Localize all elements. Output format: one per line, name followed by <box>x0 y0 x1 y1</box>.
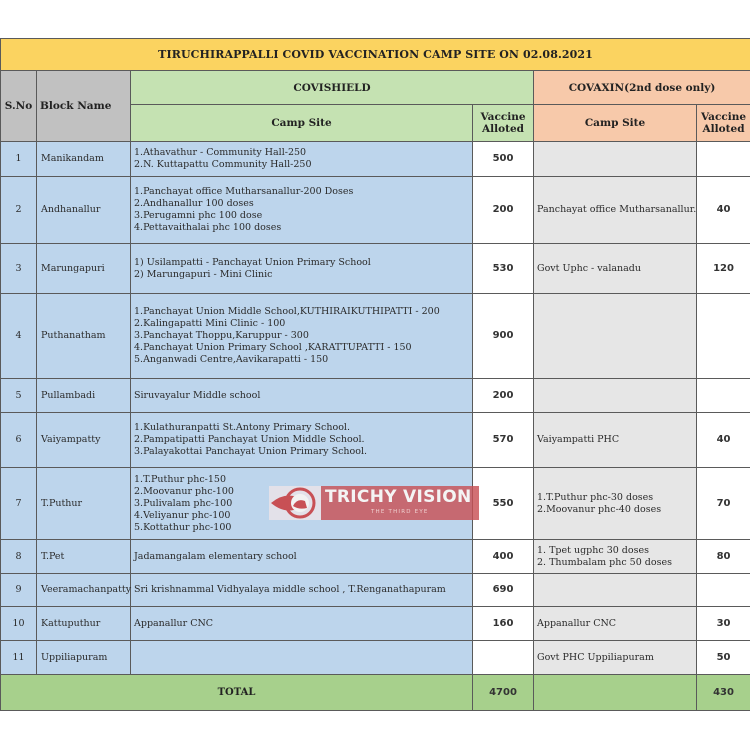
covishield-site-line: 1.Panchayat office Mutharsanallur-200 Doses <box>134 186 354 197</box>
table-row <box>1 142 750 177</box>
covaxin-vaccine-alloted: 120 <box>697 244 750 294</box>
covaxin-vaccine-alloted: 70 <box>697 468 750 540</box>
row-sno: 1 <box>1 142 37 177</box>
covishield-vaccine-alloted: 530 <box>473 244 534 294</box>
table-row <box>1 641 750 675</box>
covaxin-camp-sites <box>534 294 697 379</box>
row-block-name: Veeramachanpatty <box>37 574 131 607</box>
header-vaccine-label: Vaccine <box>480 111 526 123</box>
total-covishield: 4700 <box>473 675 534 711</box>
watermark-name: TRICHY VISION <box>325 487 472 507</box>
vaccination-camp-table <box>0 38 750 711</box>
eye-logo-icon <box>269 486 321 520</box>
covaxin-vaccine-alloted: 40 <box>697 177 750 244</box>
covishield-site-line: 3.Perugamni phc 100 dose <box>134 210 263 221</box>
covishield-camp-sites <box>131 379 473 413</box>
row-sno: 9 <box>1 574 37 607</box>
covaxin-site-line: Govt Uphc - valanadu <box>537 262 642 274</box>
covishield-camp-sites <box>131 294 473 379</box>
table-row <box>1 607 750 641</box>
header-block-name: Block Name <box>37 71 131 142</box>
covishield-vaccine-alloted: 200 <box>473 379 534 413</box>
table-row <box>1 413 750 468</box>
covaxin-camp-sites <box>534 177 697 244</box>
row-sno: 5 <box>1 379 37 413</box>
row-block-name: T.Puthur <box>37 468 131 540</box>
covaxin-camp-sites <box>534 574 697 607</box>
covishield-site-line: 1.Athavathur - Community Hall-250 <box>134 147 307 158</box>
covaxin-site-line: Vaiyampatti PHC <box>537 434 620 445</box>
covaxin-camp-sites <box>534 540 697 574</box>
covishield-site-line: 1.Panchayat Union Middle School,KUTHIRAIKUTHIPATTI - 200 <box>134 306 440 317</box>
covaxin-site-line: Panchayat office Mutharsanallur. <box>537 204 697 215</box>
covaxin-camp-sites <box>534 413 697 468</box>
row-sno: 3 <box>1 244 37 294</box>
covaxin-vaccine-alloted <box>697 574 750 607</box>
covaxin-vaccine-alloted: 30 <box>697 607 750 641</box>
covishield-site-line: 3.Palayakottai Panchayat Union Primary School. <box>134 446 368 457</box>
covishield-vaccine-alloted: 160 <box>473 607 534 641</box>
covishield-site-line: 3.Pulivalam phc-100 <box>134 497 233 509</box>
covaxin-site-line: 2.Moovanur phc-40 doses <box>537 503 662 515</box>
row-sno: 10 <box>1 607 37 641</box>
row-block-name: T.Pet <box>37 540 131 574</box>
covishield-site-line: Jadamangalam elementary school <box>134 550 297 562</box>
covishield-site-line: Sri krishnammal Vidhyalaya middle school , T.Renganathapuram <box>134 584 446 595</box>
header-sno: S.No <box>1 71 37 142</box>
covaxin-camp-sites <box>534 641 697 675</box>
header-covishield-vaccine-alloted <box>473 105 534 142</box>
covishield-site-line: 2.Moovanur phc-100 <box>134 485 234 497</box>
covishield-vaccine-alloted: 500 <box>473 142 534 177</box>
row-sno: 6 <box>1 413 37 468</box>
covishield-vaccine-alloted: 900 <box>473 294 534 379</box>
header-vaccine-label: Vaccine <box>700 111 747 123</box>
covishield-site-line: Appanallur CNC <box>134 617 214 629</box>
covishield-vaccine-alloted: 690 <box>473 574 534 607</box>
covishield-site-line: 4.Veliyanur phc-100 <box>134 509 231 521</box>
table-row <box>1 379 750 413</box>
row-block-name: Manikandam <box>37 142 131 177</box>
row-sno: 11 <box>1 641 37 675</box>
row-block-name: Marungapuri <box>37 244 131 294</box>
table-row <box>1 244 750 294</box>
covishield-camp-sites <box>131 641 473 675</box>
covaxin-camp-sites <box>534 468 697 540</box>
covishield-site-line: 2.Kalingapatti Mini Clinic - 100 <box>134 318 286 329</box>
covishield-vaccine-alloted: 200 <box>473 177 534 244</box>
header-covaxin-vaccine-alloted <box>697 105 750 142</box>
table-title: TIRUCHIRAPPALLI COVID VACCINATION CAMP SITE ON 02.08.2021 <box>1 39 750 71</box>
covaxin-site-line: 1.T.Puthur phc-30 doses <box>537 491 654 503</box>
table-row <box>1 540 750 574</box>
header-covishield: COVISHIELD <box>131 71 534 105</box>
covishield-camp-sites <box>131 244 473 294</box>
covishield-camp-sites <box>131 413 473 468</box>
covishield-camp-sites <box>131 574 473 607</box>
covishield-camp-sites <box>131 540 473 574</box>
covishield-site-line: 2.N. Kuttapattu Community Hall-250 <box>134 159 312 170</box>
covaxin-vaccine-alloted: 80 <box>697 540 750 574</box>
covishield-site-line: 1.Kulathuranpatti St.Antony Primary School. <box>134 422 350 433</box>
header-covishield-camp-site: Camp Site <box>131 105 473 142</box>
row-block-name: Kattuputhur <box>37 607 131 641</box>
covaxin-camp-sites <box>534 607 697 641</box>
covishield-site-line: 1.T.Puthur phc-150 <box>134 473 227 485</box>
total-label: TOTAL <box>1 675 473 711</box>
covaxin-site-line: 2. Thumbalam phc 50 doses <box>537 556 672 568</box>
covishield-site-line: Siruvayalur Middle school <box>134 389 261 401</box>
watermark-tagline: THE THIRD EYE <box>371 509 429 515</box>
covaxin-camp-sites <box>534 244 697 294</box>
header-covaxin: COVAXIN(2nd dose only) <box>534 71 750 105</box>
row-sno: 2 <box>1 177 37 244</box>
covishield-site-line: 4.Pettavaithalai phc 100 doses <box>134 222 282 233</box>
covaxin-vaccine-alloted <box>697 379 750 413</box>
covishield-site-line: 2.Pampatipatti Panchayat Union Middle School. <box>134 434 365 445</box>
trichy-vision-watermark <box>269 486 479 520</box>
covishield-vaccine-alloted: 550 <box>473 468 534 540</box>
total-row <box>1 675 750 711</box>
total-covaxin: 430 <box>697 675 750 711</box>
covishield-site-line: 5.Kottathur phc-100 <box>134 521 232 533</box>
covaxin-site-line: 1. Tpet ugphc 30 doses <box>537 544 649 556</box>
row-block-name: Uppiliapuram <box>37 641 131 675</box>
row-sno: 7 <box>1 468 37 540</box>
table-row <box>1 574 750 607</box>
header-alloted-label: Alloted <box>482 123 524 135</box>
covaxin-site-line: Appanallur CNC <box>537 617 617 629</box>
covishield-vaccine-alloted <box>473 641 534 675</box>
covaxin-vaccine-alloted: 40 <box>697 413 750 468</box>
covaxin-site-line: Govt PHC Uppiliapuram <box>537 651 654 663</box>
row-block-name: Vaiyampatty <box>37 413 131 468</box>
covishield-camp-sites <box>131 142 473 177</box>
covishield-site-line: 5.Anganwadi Centre,Aavikarapatti - 150 <box>134 354 329 365</box>
covishield-vaccine-alloted: 400 <box>473 540 534 574</box>
covishield-site-line: 2.Andhanallur 100 doses <box>134 198 254 209</box>
row-block-name: Pullambadi <box>37 379 131 413</box>
covaxin-vaccine-alloted <box>697 294 750 379</box>
covaxin-vaccine-alloted: 50 <box>697 641 750 675</box>
row-block-name: Puthanatham <box>37 294 131 379</box>
covaxin-camp-sites <box>534 142 697 177</box>
table-row <box>1 177 750 244</box>
covaxin-vaccine-alloted <box>697 142 750 177</box>
covishield-vaccine-alloted: 570 <box>473 413 534 468</box>
header-alloted-label: Alloted <box>702 123 745 135</box>
covishield-site-line: 1) Usilampatti - Panchayat Union Primary School <box>134 256 371 268</box>
table-row <box>1 294 750 379</box>
header-covaxin-camp-site: Camp Site <box>534 105 697 142</box>
covishield-site-line: 4.Panchayat Union Primary School ,KARATTUPATTI - 150 <box>134 342 412 353</box>
row-sno: 4 <box>1 294 37 379</box>
covaxin-camp-sites <box>534 379 697 413</box>
total-covaxin-site-blank <box>534 675 697 711</box>
row-block-name: Andhanallur <box>37 177 131 244</box>
covishield-camp-sites <box>131 177 473 244</box>
covishield-site-line: 2) Marungapuri - Mini Clinic <box>134 268 273 280</box>
covishield-camp-sites <box>131 607 473 641</box>
row-sno: 8 <box>1 540 37 574</box>
covishield-site-line: 3.Panchayat Thoppu,Karuppur - 300 <box>134 330 309 341</box>
